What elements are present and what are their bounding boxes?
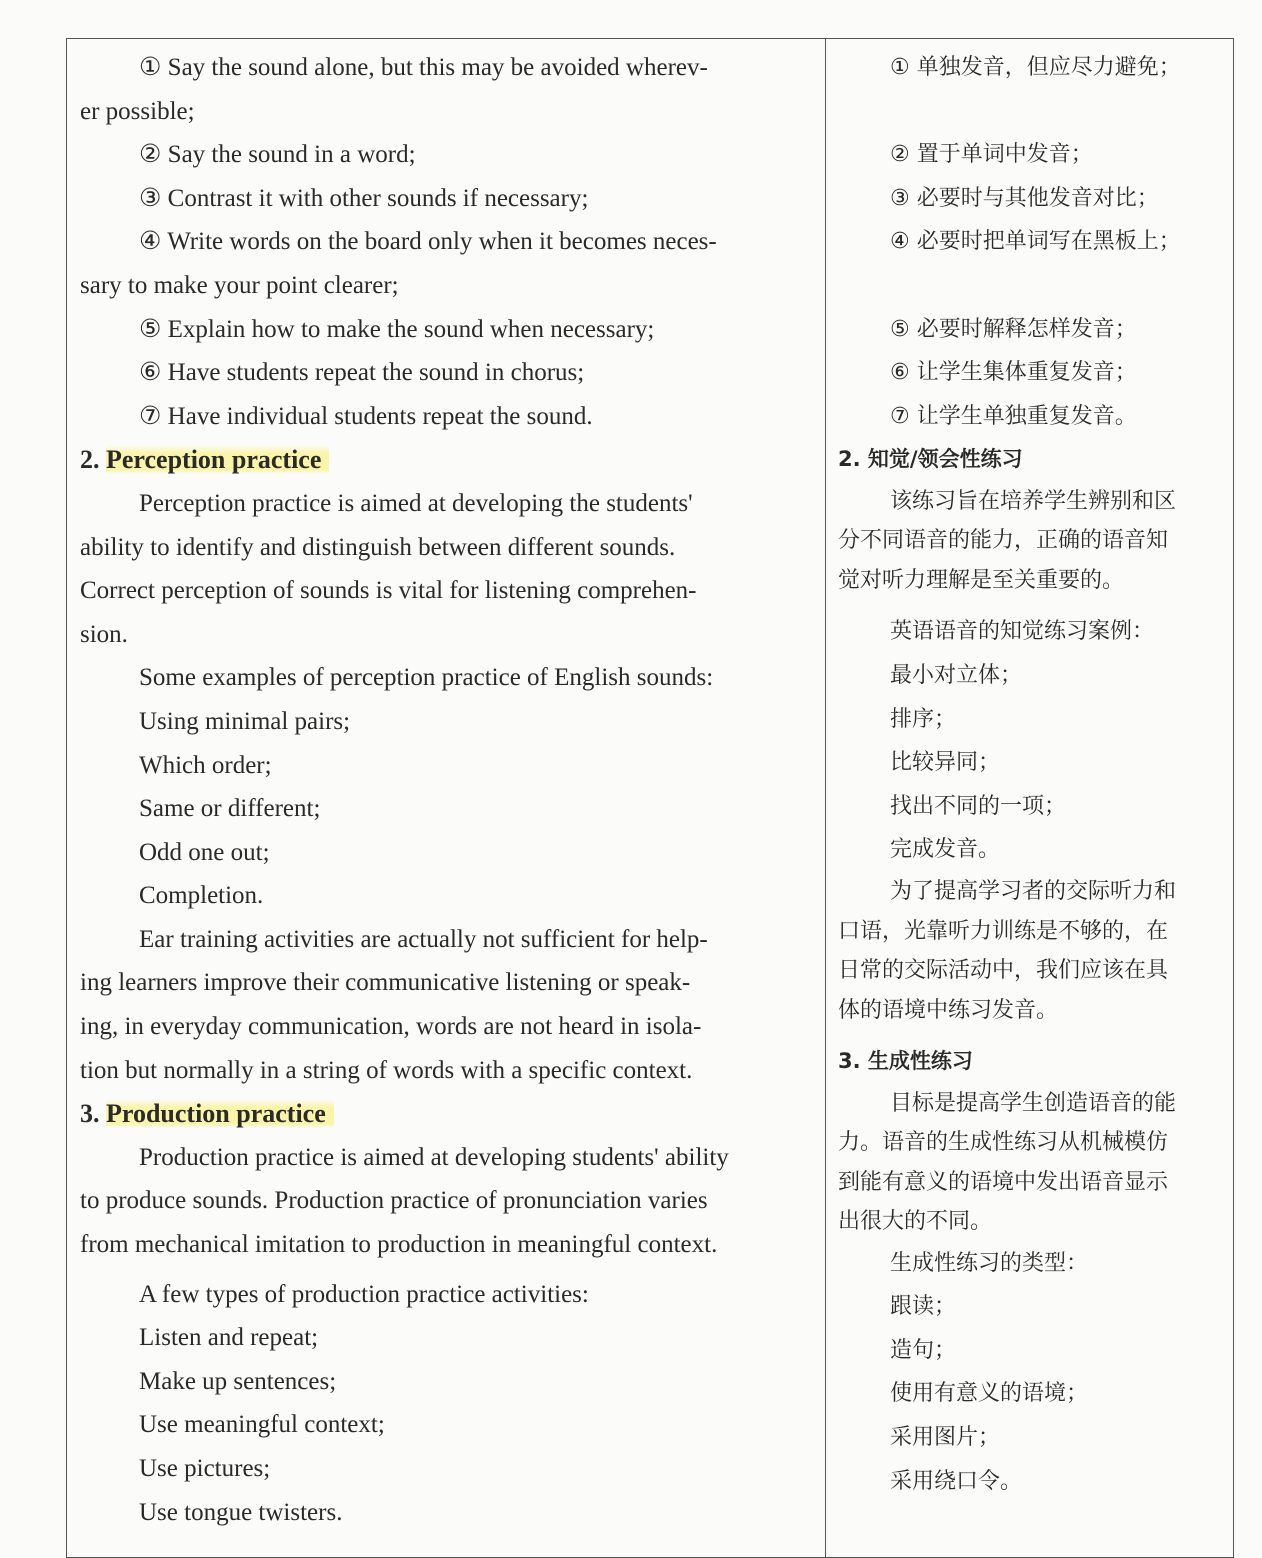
zh-types-intro: 生成性练习的类型： [890,1250,1089,1276]
production-para-line-1: Production practice is aimed at developing students' ability [139,1143,729,1171]
zh-examples-intro: 英语语音的知觉练习案例： [890,619,1155,645]
zh-step-3: ③ 必要时与其他发音对比； [890,185,1159,211]
production-para-line-3: from mechanical imitation to production in meaningful context. [80,1231,718,1259]
ear-training-line-2: ing learners improve their communicative listening or speak- [80,969,691,997]
ear-training-line-3: ing, in everyday communication, words are not heard in isola- [80,1013,702,1041]
zh-type-4: 采用图片； [890,1424,1001,1450]
zh-step-1: ① 单独发音，但应尽力避免； [890,55,1181,80]
zh-production-line-4: 出很大的不同。 [838,1209,993,1235]
perception-example-2: Which order; [139,751,272,779]
perception-para-line-1: Perception practice is aimed at developing the students' [139,489,693,517]
perception-para-line-2: ability to identify and distinguish between different sounds. [80,533,676,561]
production-type-1: Listen and repeat; [139,1324,319,1352]
zh-perception-heading: 2. 知觉/领会性练习 [838,447,1023,472]
zh-ear-line-2: 口语，光靠听力训练是不够的，在 [838,918,1169,944]
zh-step-7: ⑦ 让学生单独重复发音。 [890,403,1137,429]
perception-title: Perception practice [106,445,329,474]
en-step-4-cont: sary to make your point clearer; [80,271,399,299]
production-type-3: Use meaningful context; [139,1411,385,1439]
zh-production-heading: 3. 生成性练习 [838,1049,973,1073]
production-type-4: Use pictures; [139,1455,271,1482]
production-types-intro: A few types of production practice activities: [139,1280,589,1308]
zh-perception-line-1: 该练习旨在培养学生辨别和区 [890,488,1177,514]
zh-production-line-2: 力。语音的生成性练习从机械模仿 [838,1130,1169,1156]
ear-training-line-4: tion but normally in a string of words with a specific context. [80,1056,693,1084]
zh-perception-line-2: 分不同语音的能力，正确的语音知 [838,528,1169,554]
zh-type-1: 跟读； [890,1294,957,1320]
perception-example-1: Using minimal pairs; [139,707,351,735]
perception-heading [80,438,810,482]
en-step-2: ② Say the sound in a word; [139,141,416,169]
perception-examples-intro: Some examples of perception practice of English sounds: [139,664,714,692]
zh-production-line-3: 到能有意义的语境中发出语音显示 [838,1169,1169,1195]
zh-ear-line-3: 日常的交际活动中，我们应该在具 [838,958,1169,983]
en-step-7: ⑦ Have individual students repeat the sound. [139,402,593,430]
zh-step-1-blank [838,90,1218,134]
perception-para-line-4: sion. [80,620,128,648]
zh-step-4-blank [838,264,1218,308]
en-step-1-cont: er possible; [80,97,195,125]
zh-step-5: ⑤ 必要时解释怎样发音； [890,316,1137,342]
perception-para-line-3: Correct perception of sounds is vital for listening comprehen- [80,577,697,605]
production-type-2: Make up sentences; [139,1367,337,1395]
english-column [80,46,810,1534]
production-number: 3. [80,1099,100,1129]
zh-ear-line-1: 为了提高学习者的交际听力和 [890,879,1177,904]
production-heading [80,1092,810,1136]
en-step-1: ① Say the sound alone, but this may be avoided wherev- [139,54,708,81]
column-divider [825,38,826,1558]
zh-example-1: 最小对立体； [890,663,1023,689]
zh-production-line-1: 目标是提高学生创造语音的能 [890,1090,1177,1116]
production-para-line-2: to produce sounds. Production practice of pronunciation varies [80,1187,708,1215]
zh-perception-line-3: 觉对听力理解是至关重要的。 [838,567,1125,593]
zh-step-2: ② 置于单词中发音； [890,142,1093,168]
zh-example-2: 排序； [890,706,957,732]
zh-step-4: ④ 必要时把单词写在黑板上； [890,229,1181,255]
perception-example-4: Odd one out; [139,838,270,866]
zh-type-5: 采用绕口令。 [890,1468,1023,1494]
perception-number: 2. [80,445,100,475]
en-step-4: ④ Write words on the board only when it becomes neces- [139,228,717,256]
zh-example-5: 完成发音。 [890,837,1001,863]
en-step-6: ⑥ Have students repeat the sound in chorus; [139,359,585,387]
zh-example-3: 比较异同； [890,750,1001,776]
en-step-3: ③ Contrast it with other sounds if necessary; [139,184,589,212]
zh-ear-line-4: 体的语境中练习发音。 [838,997,1059,1023]
en-step-5: ⑤ Explain how to make the sound when necessary; [139,315,655,343]
zh-step-6: ⑥ 让学生集体重复发音； [890,360,1137,386]
perception-example-3: Same or different; [139,795,321,823]
chinese-column [838,46,1218,1503]
zh-type-2: 造句； [890,1337,957,1363]
zh-type-3: 使用有意义的语境； [890,1381,1089,1407]
zh-example-4: 找出不同的一项； [890,793,1067,819]
perception-example-5: Completion. [139,882,264,910]
production-type-5: Use tongue twisters. [139,1498,343,1526]
production-title: Production practice [106,1099,334,1128]
ear-training-line-1: Ear training activities are actually not sufficient for help- [139,925,708,953]
